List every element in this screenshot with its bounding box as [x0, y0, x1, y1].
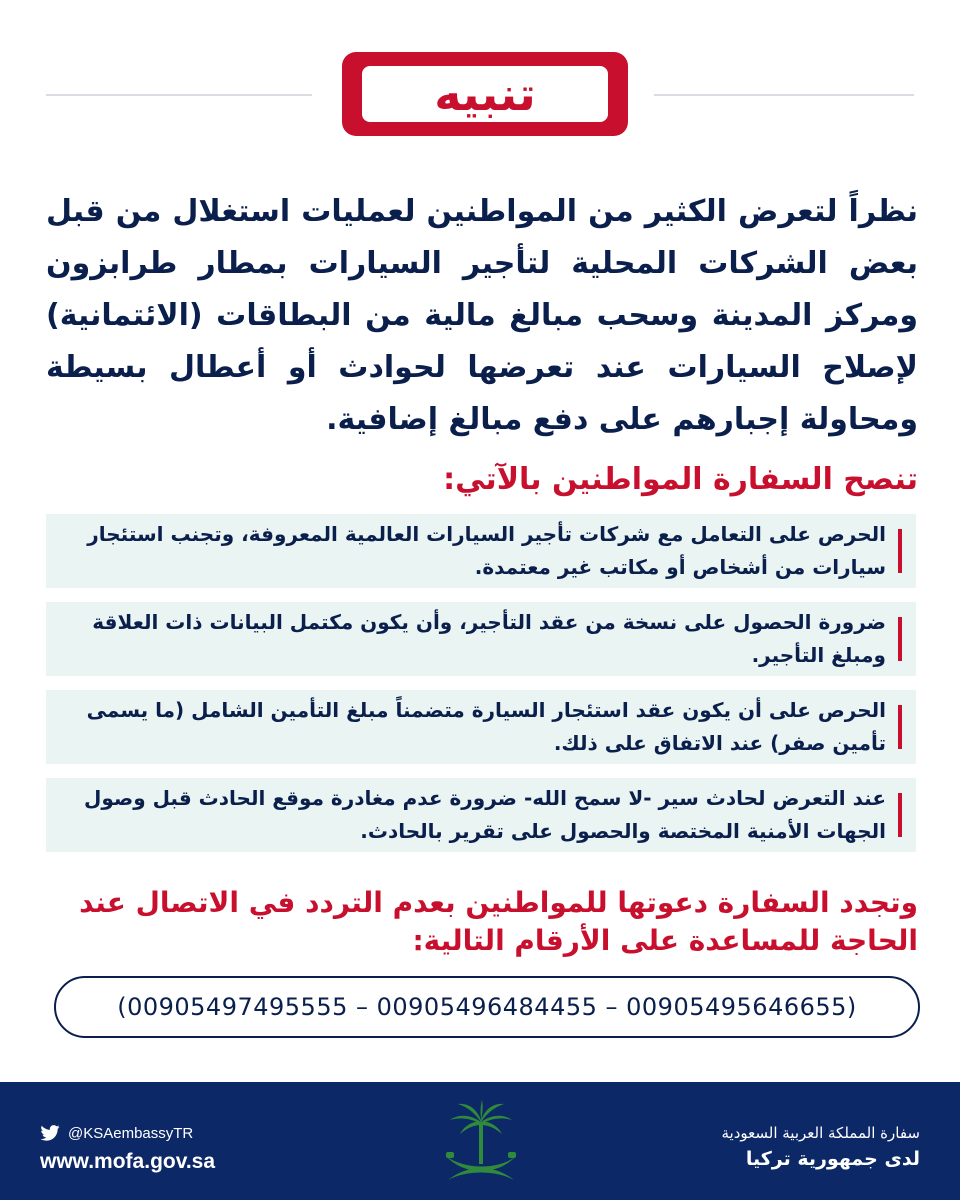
twitter-link[interactable]: [40, 1122, 215, 1144]
contact-call-text: وتجدد السفارة دعوتها للمواطنين بعدم التردد في الاتصال عند الحاجة للمساعدة على الأرقام التالية:: [79, 886, 918, 957]
footer-embassy-name: [721, 1122, 920, 1174]
phone-numbers-box: [54, 976, 920, 1038]
advice-item: [46, 514, 916, 588]
advice-marker: [898, 529, 902, 573]
advice-marker: [898, 793, 902, 837]
advice-marker: [898, 617, 902, 661]
page-title: تنبيه: [362, 66, 608, 122]
embassy-name-line1: سفارة المملكة العربية السعودية: [721, 1124, 920, 1142]
embassy-name-line2: لدى جمهورية تركيا: [745, 1148, 920, 1170]
advice-item: [46, 778, 916, 852]
footer-bar: [0, 1082, 960, 1200]
advice-item: [46, 690, 916, 764]
footer-social: [40, 1122, 215, 1174]
saudi-emblem-icon: [440, 1100, 522, 1186]
title-divider-right: [654, 94, 914, 96]
title-badge: [342, 52, 628, 136]
advice-item-text: عند التعرض لحادث سير -لا سمح الله- ضرورة عدم مغادرة موقع الحادث قبل وصول الجهات الأمنية المختصة والحصول على تقرير بالحادث.: [83, 786, 886, 843]
twitter-handle: @KSAembassyTR: [68, 1124, 194, 1142]
phone-numbers[interactable]: (00905497495555 – 00905496484455 – 00905495646655): [117, 993, 857, 1021]
title-section: [0, 52, 960, 136]
advice-heading: تنصح السفارة المواطنين بالآتي:: [443, 462, 918, 497]
title-divider-left: [46, 94, 312, 96]
advice-item: [46, 602, 916, 676]
website-link[interactable]: www.mofa.gov.sa: [40, 1150, 216, 1173]
intro-paragraph: نظراً لتعرض الكثير من المواطنين لعمليات استغلال من قبل بعض الشركات المحلية لتأجير السيارات بمطار طرابزون ومركز المدينة وسحب مبالغ مالية من البطاقات (الائتمانية) لإصلاح السيارات عند تعرضها لحوادث أو أعطال بسيطة ومحاولة إجبارهم على دفع مبالغ إضافية.: [46, 194, 918, 437]
twitter-icon: [40, 1125, 60, 1141]
advice-item-text: ضرورة الحصول على نسخة من عقد التأجير، وأن يكون مكتمل البيانات ذات العلاقة ومبلغ التأجير.: [92, 610, 886, 667]
advice-marker: [898, 705, 902, 749]
advice-item-text: الحرص على أن يكون عقد استئجار السيارة متضمناً مبلغ التأمين الشامل (ما يسمى تأمين صفر) عند الاتفاق على ذلك.: [86, 698, 886, 755]
advice-list: [46, 514, 916, 866]
advice-item-text: الحرص على التعامل مع شركات تأجير السيارات العالمية المعروفة، وتجنب استئجار سيارات من أشخاص أو مكاتب غير معتمدة.: [87, 522, 886, 579]
